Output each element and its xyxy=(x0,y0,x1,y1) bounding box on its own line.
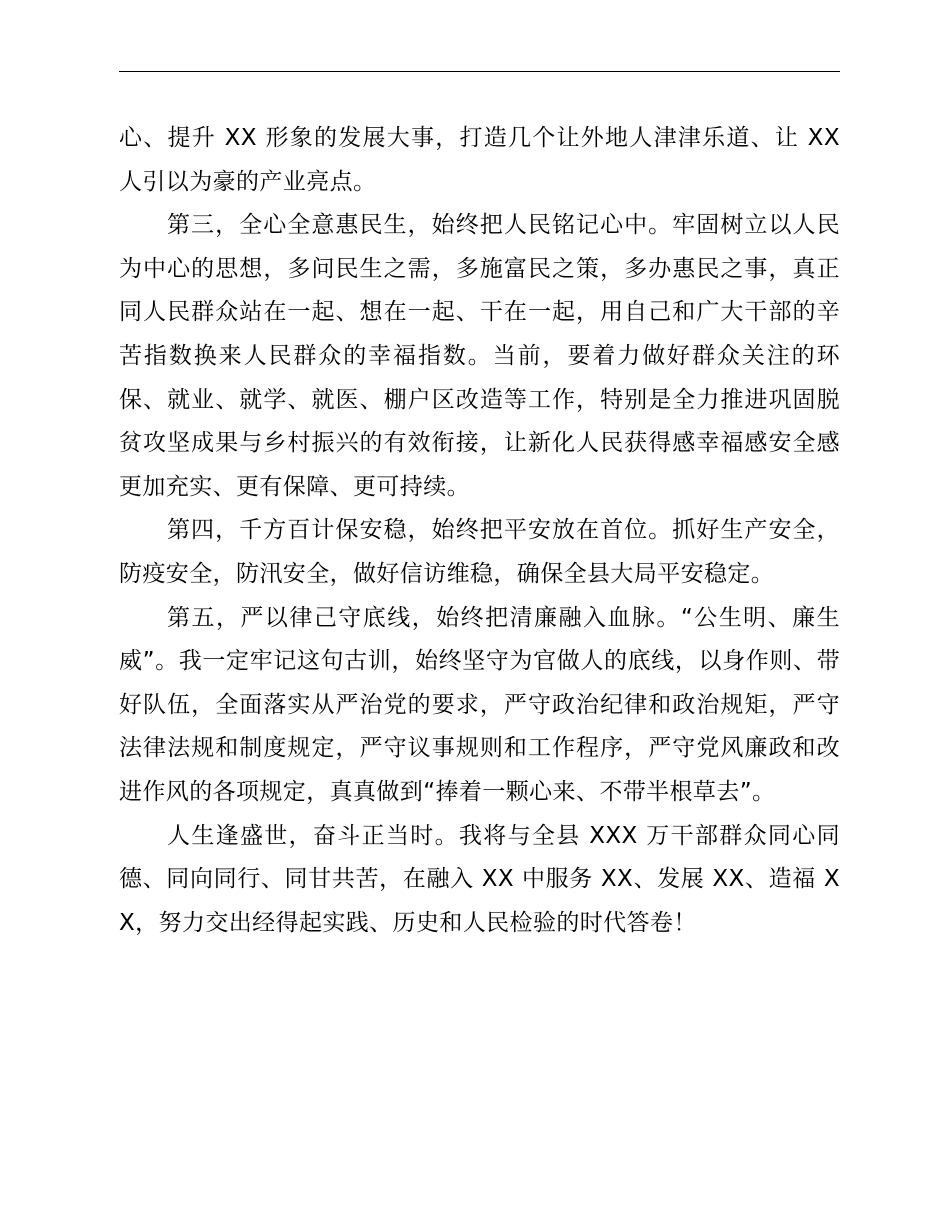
header-rule xyxy=(119,71,840,72)
paragraph-fourth-point: 第四，千方百计保安稳，始终把平安放在首位。抓好生产安全，防疫安全，防汛安全，做好信访维稳，确保全县大局平安稳定。 xyxy=(119,517,840,587)
paragraph-third-point: 第三，全心全意惠民生，始终把人民铭记心中。牢固树立以人民为中心的思想，多问民生之需，多施富民之策，多办惠民之事，真正同人民群众站在一起、想在一起、干在一起，用自己和广大干部的辛苦指数换来人民群众的幸福指数。当前，要着力做好群众关注的环保、就业、就学、就医、棚户区改造等工作，特别是全力推进巩固脱贫攻坚成果与乡村振兴的有效衔接，让新化人民获得感幸福感安全感更加充实、更有保障、更可持续。 xyxy=(119,212,840,500)
paragraph-closing: 人生逢盛世，奋斗正当时。我将与全县 XXX 万干部群众同心同德、同向同行、同甘共苦，在融入 XX 中服务 XX、发展 XX、造福 XX，努力交出经得起实践、历史和人民检验的时代答卷！ xyxy=(119,822,840,936)
paragraph-continuation: 心、提升 XX 形象的发展大事，打造几个让外地人津津乐道、让 XX 人引以为豪的产业亮点。 xyxy=(119,125,840,195)
document-body xyxy=(119,117,840,945)
paragraph-fifth-point: 第五，严以律己守底线，始终把清廉融入血脉。“公生明、廉生威”。我一定牢记这句古训，始终坚守为官做人的底线，以身作则、带好队伍，全面落实从严治党的要求，严守政治纪律和政治规矩，严守法律法规和制度规定，严守议事规则和工作程序，严守党风廉政和改进作风的各项规定，真真做到“捧着一颗心来、不带半根草去”。 xyxy=(119,604,840,805)
